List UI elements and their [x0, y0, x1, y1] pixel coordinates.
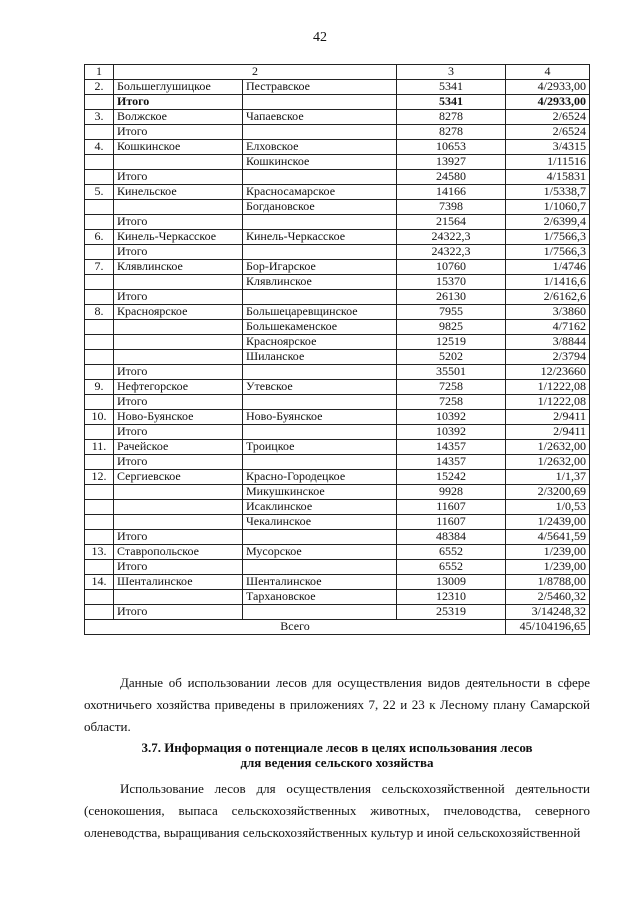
area-value: 35501: [397, 365, 506, 380]
row-number: [85, 365, 114, 380]
count-area-value: 3/8844: [506, 335, 590, 350]
district-name: [114, 485, 243, 500]
table-body: [85, 65, 590, 635]
row-number: 3.: [85, 110, 114, 125]
district-name: Итого: [114, 215, 243, 230]
district-name: Итого: [114, 395, 243, 410]
area-value: 8278: [397, 125, 506, 140]
district-name: Ставропольское: [114, 545, 243, 560]
district-name: Кинельское: [114, 185, 243, 200]
count-area-value: 2/5460,32: [506, 590, 590, 605]
forestry-name: Кошкинское: [243, 155, 397, 170]
forestry-name: Большекаменское: [243, 320, 397, 335]
forestry-name: Микушкинское: [243, 485, 397, 500]
section-heading-line-1: 3.7. Информация о потенциале лесов в целях использования лесов: [141, 740, 533, 755]
row-number: [85, 500, 114, 515]
forestry-name: [243, 245, 397, 260]
district-name: Сергиевское: [114, 470, 243, 485]
forestry-name: Клявлинское: [243, 275, 397, 290]
count-area-value: 4/15831: [506, 170, 590, 185]
forestry-name: Красно-Городецкое: [243, 470, 397, 485]
paragraph-hunting: Данные об использовании лесов для осуществления видов деятельности в сфере охотничьего хозяйства приведены в приложениях 7, 22 и 23 к Лесному плану Самарской области.: [84, 675, 590, 734]
table-total-row: [85, 425, 590, 440]
row-number: 13.: [85, 545, 114, 560]
district-name: [114, 275, 243, 290]
area-value: 5341: [397, 80, 506, 95]
count-area-value: 3/4315: [506, 140, 590, 155]
district-name: Итого: [114, 290, 243, 305]
forestry-name: Пестравское: [243, 80, 397, 95]
row-number: 9.: [85, 380, 114, 395]
table-row: [85, 230, 590, 245]
district-name: Итого: [114, 365, 243, 380]
area-value: 13927: [397, 155, 506, 170]
count-area-value: 1/2439,00: [506, 515, 590, 530]
header-col-3: 3: [397, 65, 506, 80]
count-area-value: 12/23660: [506, 365, 590, 380]
district-name: Итого: [114, 125, 243, 140]
forestry-name: Чекалинское: [243, 515, 397, 530]
forestry-name: Шенталинское: [243, 575, 397, 590]
table-total-row: [85, 455, 590, 470]
district-name: [114, 515, 243, 530]
area-value: 6552: [397, 545, 506, 560]
row-number: [85, 335, 114, 350]
row-number: [85, 350, 114, 365]
table-header-row: [85, 65, 590, 80]
forestry-name: Чапаевское: [243, 110, 397, 125]
row-number: 2.: [85, 80, 114, 95]
area-value: 15370: [397, 275, 506, 290]
row-number: [85, 425, 114, 440]
count-area-value: 1/4746: [506, 260, 590, 275]
area-value: 11607: [397, 500, 506, 515]
forestry-name: Троицкое: [243, 440, 397, 455]
row-number: [85, 95, 114, 110]
forestry-name: [243, 215, 397, 230]
grand-total-label: Всего: [85, 620, 506, 635]
count-area-value: 2/3794: [506, 350, 590, 365]
row-number: 12.: [85, 470, 114, 485]
count-area-value: 1/1,37: [506, 470, 590, 485]
table-row: [85, 470, 590, 485]
section-heading: [84, 740, 590, 770]
district-name: Клявлинское: [114, 260, 243, 275]
district-name: Итого: [114, 245, 243, 260]
area-value: 21564: [397, 215, 506, 230]
count-area-value: 2/9411: [506, 425, 590, 440]
table-row: [85, 260, 590, 275]
row-number: 4.: [85, 140, 114, 155]
forestry-name: Утевское: [243, 380, 397, 395]
area-value: 48384: [397, 530, 506, 545]
count-area-value: 4/5641,59: [506, 530, 590, 545]
table-row: [85, 380, 590, 395]
row-number: [85, 560, 114, 575]
area-value: 26130: [397, 290, 506, 305]
row-number: [85, 515, 114, 530]
district-name: Итого: [114, 560, 243, 575]
forestry-name: [243, 365, 397, 380]
row-number: [85, 275, 114, 290]
table-row: [85, 485, 590, 500]
forestry-name: Бор-Игарское: [243, 260, 397, 275]
area-value: 14357: [397, 455, 506, 470]
district-name: [114, 350, 243, 365]
district-name: Ново-Буянское: [114, 410, 243, 425]
row-number: [85, 455, 114, 470]
forestry-name: [243, 170, 397, 185]
row-number: [85, 245, 114, 260]
table-row: [85, 410, 590, 425]
area-value: 10653: [397, 140, 506, 155]
district-name: Итого: [114, 95, 243, 110]
forestry-name: [243, 425, 397, 440]
forestry-name: [243, 455, 397, 470]
row-number: 5.: [85, 185, 114, 200]
forestry-name: Елховское: [243, 140, 397, 155]
header-col-2: 2: [114, 65, 397, 80]
area-value: 9928: [397, 485, 506, 500]
count-area-value: 1/1060,7: [506, 200, 590, 215]
district-name: Итого: [114, 455, 243, 470]
table-row: [85, 155, 590, 170]
forest-use-table: [84, 64, 590, 635]
count-area-value: 3/3860: [506, 305, 590, 320]
count-area-value: 3/14248,32: [506, 605, 590, 620]
district-name: Шенталинское: [114, 575, 243, 590]
table-row: [85, 440, 590, 455]
table-row: [85, 575, 590, 590]
area-value: 14357: [397, 440, 506, 455]
area-value: 12310: [397, 590, 506, 605]
section-heading-line-2: для ведения сельского хозяйства: [240, 755, 434, 770]
table-total-row: [85, 605, 590, 620]
table-row: [85, 350, 590, 365]
table-total-row: [85, 95, 590, 110]
table-row: [85, 185, 590, 200]
count-area-value: 1/239,00: [506, 545, 590, 560]
table-row: [85, 320, 590, 335]
area-value: 24580: [397, 170, 506, 185]
count-area-value: 4/7162: [506, 320, 590, 335]
district-name: Итого: [114, 605, 243, 620]
table-row: [85, 545, 590, 560]
forestry-name: Тархановское: [243, 590, 397, 605]
row-number: [85, 200, 114, 215]
paragraph-agriculture: Использование лесов для осуществления сельскохозяйственной деятельности (сенокошения, выпаса сельскохозяйственных животных, пчеловодства, северного оленеводства, выращивания сельскохозяйственных культур и иной сельскохозяйственной: [84, 781, 590, 840]
forestry-name: [243, 290, 397, 305]
area-value: 10392: [397, 425, 506, 440]
district-name: [114, 320, 243, 335]
count-area-value: 1/2632,00: [506, 440, 590, 455]
count-area-value: 2/3200,69: [506, 485, 590, 500]
header-col-4: 4: [506, 65, 590, 80]
row-number: [85, 590, 114, 605]
row-number: [85, 485, 114, 500]
table-row: [85, 305, 590, 320]
area-value: 11607: [397, 515, 506, 530]
table-row: [85, 200, 590, 215]
district-name: Кошкинское: [114, 140, 243, 155]
table-total-row: [85, 560, 590, 575]
count-area-value: 1/239,00: [506, 560, 590, 575]
district-name: [114, 500, 243, 515]
table-row: [85, 590, 590, 605]
area-value: 7258: [397, 380, 506, 395]
count-area-value: 2/6524: [506, 110, 590, 125]
table-total-row: [85, 170, 590, 185]
table-row: [85, 335, 590, 350]
table-row: [85, 110, 590, 125]
table-total-row: [85, 215, 590, 230]
district-name: Итого: [114, 530, 243, 545]
district-name: Итого: [114, 170, 243, 185]
count-area-value: 2/6524: [506, 125, 590, 140]
count-area-value: 4/2933,00: [506, 80, 590, 95]
area-value: 12519: [397, 335, 506, 350]
area-value: 15242: [397, 470, 506, 485]
table-row: [85, 275, 590, 290]
count-area-value: 1/5338,7: [506, 185, 590, 200]
row-number: [85, 170, 114, 185]
forestry-name: [243, 530, 397, 545]
forestry-name: [243, 125, 397, 140]
forestry-name: Красносамарское: [243, 185, 397, 200]
count-area-value: 1/1222,08: [506, 395, 590, 410]
row-number: [85, 320, 114, 335]
row-number: [85, 605, 114, 620]
district-name: Волжское: [114, 110, 243, 125]
area-value: 7955: [397, 305, 506, 320]
count-area-value: 1/7566,3: [506, 245, 590, 260]
area-value: 5341: [397, 95, 506, 110]
forestry-name: Красноярское: [243, 335, 397, 350]
district-name: Рачейское: [114, 440, 243, 455]
area-value: 5202: [397, 350, 506, 365]
count-area-value: 2/6399,4: [506, 215, 590, 230]
area-value: 14166: [397, 185, 506, 200]
forestry-name: Ново-Буянское: [243, 410, 397, 425]
table-total-row: [85, 365, 590, 380]
row-number: [85, 155, 114, 170]
row-number: [85, 395, 114, 410]
count-area-value: 1/11516: [506, 155, 590, 170]
district-name: Большеглушицкое: [114, 80, 243, 95]
area-value: 13009: [397, 575, 506, 590]
header-col-1: 1: [85, 65, 114, 80]
area-value: 8278: [397, 110, 506, 125]
row-number: 7.: [85, 260, 114, 275]
forestry-name: [243, 95, 397, 110]
row-number: [85, 290, 114, 305]
count-area-value: 1/7566,3: [506, 230, 590, 245]
count-area-value: 1/8788,00: [506, 575, 590, 590]
count-area-value: 1/1222,08: [506, 380, 590, 395]
count-area-value: 2/9411: [506, 410, 590, 425]
district-name: Кинель-Черкасское: [114, 230, 243, 245]
table-row: [85, 515, 590, 530]
table-total-row: [85, 125, 590, 140]
district-name: [114, 200, 243, 215]
area-value: 10760: [397, 260, 506, 275]
forestry-name: [243, 560, 397, 575]
forestry-name: [243, 605, 397, 620]
forestry-name: Кинель-Черкасское: [243, 230, 397, 245]
count-area-value: 4/2933,00: [506, 95, 590, 110]
district-name: Нефтегорское: [114, 380, 243, 395]
table-total-row: [85, 530, 590, 545]
district-name: Итого: [114, 425, 243, 440]
row-number: 11.: [85, 440, 114, 455]
row-number: [85, 215, 114, 230]
row-number: 6.: [85, 230, 114, 245]
row-number: 14.: [85, 575, 114, 590]
table-total-row: [85, 290, 590, 305]
district-name: [114, 155, 243, 170]
row-number: 10.: [85, 410, 114, 425]
forestry-name: Богдановское: [243, 200, 397, 215]
row-number: 8.: [85, 305, 114, 320]
table-row: [85, 500, 590, 515]
area-value: 7398: [397, 200, 506, 215]
forestry-name: Шиланское: [243, 350, 397, 365]
area-value: 7258: [397, 395, 506, 410]
count-area-value: 1/1416,6: [506, 275, 590, 290]
table-total-row: [85, 395, 590, 410]
area-value: 24322,3: [397, 245, 506, 260]
table-total-row: [85, 245, 590, 260]
area-value: 10392: [397, 410, 506, 425]
district-name: Красноярское: [114, 305, 243, 320]
district-name: [114, 335, 243, 350]
district-name: [114, 590, 243, 605]
count-area-value: 1/0,53: [506, 500, 590, 515]
count-area-value: 2/6162,6: [506, 290, 590, 305]
area-value: 24322,3: [397, 230, 506, 245]
count-area-value: 1/2632,00: [506, 455, 590, 470]
grand-total-value: 45/104196,65: [506, 620, 590, 635]
area-value: 25319: [397, 605, 506, 620]
area-value: 6552: [397, 560, 506, 575]
forestry-name: Мусорское: [243, 545, 397, 560]
area-value: 9825: [397, 320, 506, 335]
table-row: [85, 140, 590, 155]
row-number: [85, 125, 114, 140]
grand-total-row: [85, 620, 590, 635]
forestry-name: [243, 395, 397, 410]
table-row: [85, 80, 590, 95]
page-number: 42: [313, 30, 327, 45]
row-number: [85, 530, 114, 545]
forestry-name: Исаклинское: [243, 500, 397, 515]
forestry-name: Большецаревщинское: [243, 305, 397, 320]
